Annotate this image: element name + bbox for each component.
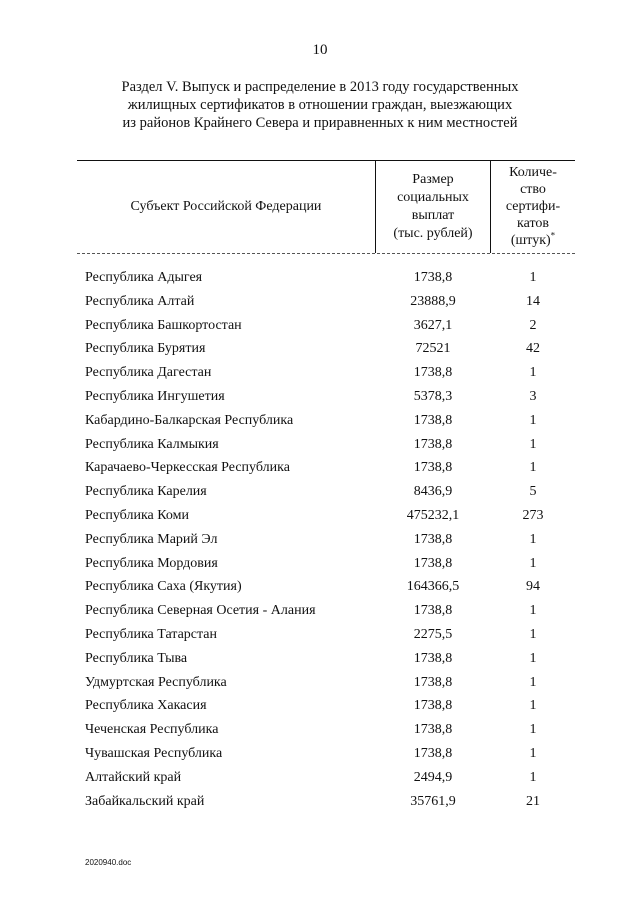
payment-amount: 164366,5	[406, 579, 460, 595]
table-row	[0, 456, 640, 480]
payment-amount: 1738,8	[413, 531, 453, 547]
certificate-count: 14	[526, 293, 540, 309]
payment-amount: 8436,9	[413, 484, 453, 500]
table-body	[0, 266, 640, 813]
subject-name: Республика Калмыкия	[85, 436, 219, 452]
amount-header-line: Размер	[412, 171, 454, 187]
heading-line-2: жилищных сертификатов в отношении граждан, выезжающих	[127, 97, 513, 113]
subject-name: Республика Карелия	[85, 484, 207, 500]
subject-name: Республика Ингушетия	[85, 388, 225, 404]
section-heading	[60, 78, 580, 132]
subject-name: Чеченская Республика	[85, 722, 219, 738]
certificate-count: 1	[529, 270, 537, 285]
subject-name: Республика Северная Осетия - Алания	[85, 603, 316, 619]
subject-name: Республика Алтай	[85, 293, 195, 309]
table-row	[0, 504, 640, 528]
certificate-count: 94	[526, 579, 540, 595]
count-header-line	[506, 232, 560, 249]
certificate-count: 1	[529, 626, 537, 642]
certificate-count: 273	[522, 507, 544, 523]
table-row	[0, 694, 640, 718]
payment-amount: 1738,8	[413, 698, 453, 714]
table-row	[0, 314, 640, 338]
table-row	[0, 337, 640, 361]
page-number: 10	[312, 42, 328, 58]
column-header-subject: Субъект Российской Федерации	[130, 198, 322, 214]
table-row	[0, 599, 640, 623]
table-row	[0, 361, 640, 385]
certificate-count: 1	[529, 436, 537, 452]
amount-header-line: (тыс. рублей)	[393, 225, 473, 241]
table-row	[0, 790, 640, 814]
certificate-count: 42	[526, 341, 540, 357]
payment-amount: 1738,8	[413, 412, 453, 428]
payment-amount: 1738,8	[413, 745, 453, 761]
table-row	[0, 433, 640, 457]
certificate-count: 3	[529, 388, 537, 404]
table-row	[0, 528, 640, 552]
subject-name: Республика Коми	[85, 507, 189, 523]
subject-name: Удмуртская Республика	[85, 674, 227, 690]
payment-amount: 1738,8	[413, 650, 453, 666]
payment-amount: 1738,8	[413, 722, 453, 738]
payment-amount: 5378,3	[413, 388, 453, 404]
count-header-line: ство	[520, 182, 546, 197]
subject-name: Забайкальский край	[85, 793, 205, 809]
certificate-count: 1	[529, 603, 537, 619]
certificate-count: 1	[529, 365, 537, 381]
table-row	[0, 266, 640, 290]
payment-amount: 1738,8	[413, 365, 453, 381]
column-header-count	[491, 160, 575, 253]
amount-header-line: выплат	[411, 207, 455, 223]
subject-name: Алтайский край	[85, 769, 182, 785]
certificate-count: 1	[529, 745, 537, 761]
table-row	[0, 409, 640, 433]
payment-amount: 2275,5	[413, 626, 453, 642]
certificate-count: 1	[529, 555, 537, 571]
payment-amount: 1738,8	[413, 270, 453, 285]
subject-name: Кабардино-Балкарская Республика	[85, 412, 294, 428]
table-row	[0, 718, 640, 742]
payment-amount: 35761,9	[410, 793, 456, 809]
count-header-line: сертифи-	[505, 199, 561, 214]
certificate-count: 21	[526, 793, 540, 809]
subject-name: Карачаево-Черкесская Республика	[85, 460, 290, 476]
table-row	[0, 766, 640, 790]
payment-amount: 1738,8	[413, 674, 453, 690]
count-unit: (штук)	[510, 233, 551, 248]
count-header-line: Количе-	[509, 165, 557, 180]
table-row	[0, 742, 640, 766]
certificate-count: 1	[529, 531, 537, 547]
column-header-amount	[376, 160, 490, 253]
table-row	[0, 385, 640, 409]
subject-name: Республика Мордовия	[85, 555, 218, 571]
table-row	[0, 647, 640, 671]
subject-name: Республика Саха (Якутия)	[85, 579, 242, 595]
certificate-count: 1	[529, 674, 537, 690]
subject-name: Республика Бурятия	[85, 341, 206, 357]
header-bottom-rule	[77, 253, 575, 254]
subject-name: Республика Дагестан	[85, 365, 212, 381]
certificate-count: 5	[529, 484, 537, 500]
table-row	[0, 552, 640, 576]
subject-name: Республика Адыгея	[85, 270, 203, 285]
certificate-count: 1	[529, 412, 537, 428]
subject-name: Республика Татарстан	[85, 626, 218, 642]
table-row	[0, 671, 640, 695]
payment-amount: 1738,8	[413, 555, 453, 571]
payment-amount: 2494,9	[413, 769, 453, 785]
certificate-count: 1	[529, 698, 537, 714]
table-row	[0, 290, 640, 314]
document-id: 2020940.doc	[85, 858, 132, 867]
payment-amount: 475232,1	[406, 507, 460, 523]
count-header-line: катов	[517, 216, 549, 231]
table-row	[0, 575, 640, 599]
heading-line-1: Раздел V. Выпуск и распределение в 2013 году государственных	[121, 79, 519, 95]
subject-name: Республика Башкортостан	[85, 317, 242, 333]
certificate-count: 1	[529, 650, 537, 666]
heading-line-3: из районов Крайнего Севера и приравненных к ним местностей	[122, 115, 518, 131]
certificate-count: 1	[529, 722, 537, 738]
payment-amount: 72521	[415, 341, 451, 357]
payment-amount: 23888,9	[410, 293, 456, 309]
payment-amount: 3627,1	[413, 317, 453, 333]
subject-name: Республика Хакасия	[85, 698, 207, 714]
certificate-count: 1	[529, 460, 537, 476]
certificate-count: 2	[529, 317, 537, 333]
subject-name: Республика Тыва	[85, 650, 188, 666]
table-row	[0, 623, 640, 647]
payment-amount: 1738,8	[413, 603, 453, 619]
certificate-count: 1	[529, 769, 537, 785]
footnote-mark: *	[550, 230, 556, 241]
payment-amount: 1738,8	[413, 460, 453, 476]
subject-name: Республика Марий Эл	[85, 531, 218, 547]
subject-name: Чувашская Республика	[85, 745, 223, 761]
table-row	[0, 480, 640, 504]
amount-header-line: социальных	[397, 189, 469, 205]
payment-amount: 1738,8	[413, 436, 453, 452]
